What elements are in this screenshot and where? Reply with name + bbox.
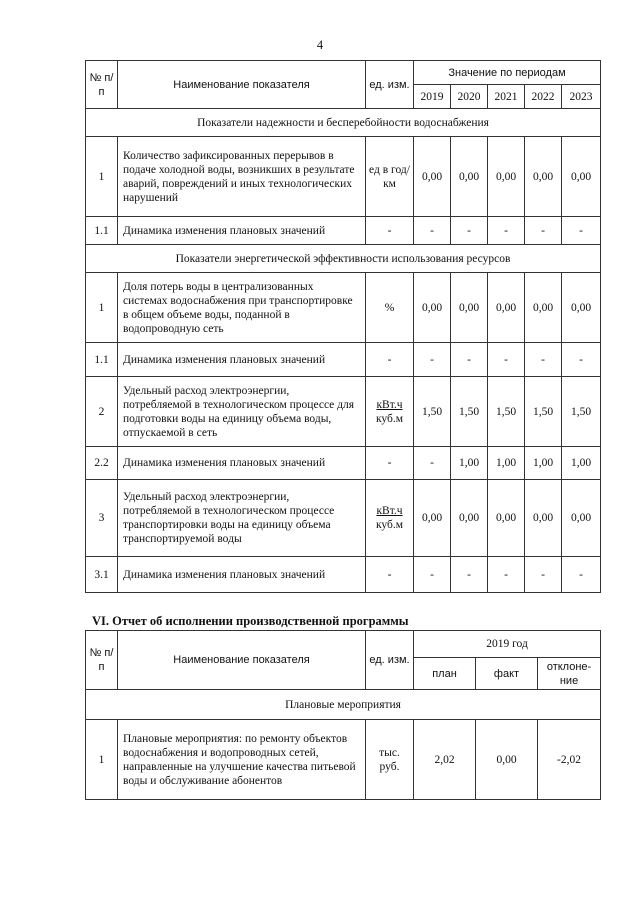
row-num: 2	[86, 377, 118, 447]
unit-denominator: куб.м	[375, 519, 404, 531]
section-title: Плановые мероприятия	[86, 690, 601, 720]
row-value: 1,00	[488, 447, 525, 480]
unit-numerator: кВт.ч	[376, 505, 403, 517]
row-value: -	[451, 557, 488, 593]
header-periods: Значение по периодам	[414, 61, 601, 85]
header-fact: факт	[476, 658, 538, 690]
row-value: -	[488, 557, 525, 593]
row-value: 0,00	[451, 480, 488, 557]
row-plan: 2,02	[414, 720, 476, 800]
row-value: -	[414, 447, 451, 480]
row-value: 0,00	[451, 273, 488, 343]
header-deviation: отклоне- ние	[538, 658, 601, 690]
header-year: 2019 год	[414, 631, 601, 658]
header-name: Наименование показателя	[118, 631, 366, 690]
row-name: Удельный расход электроэнергии, потребляемой в технологическом процессе транспортировки воды на единицу объема транспортируемой воды	[118, 480, 366, 557]
row-value: 0,00	[525, 137, 562, 217]
row-name: Плановые мероприятия: по ремонту объектов водоснабжения и водопроводных сетей, направленные на улучшение качества питьевой воды и обслуживание абонентов	[118, 720, 366, 800]
row-value: 1,50	[525, 377, 562, 447]
row-value: 0,00	[562, 137, 601, 217]
row-num: 3.1	[86, 557, 118, 593]
header-year: 2020	[451, 85, 488, 109]
row-deviation: -2,02	[538, 720, 601, 800]
row-value: -	[525, 557, 562, 593]
row-value: 0,00	[562, 273, 601, 343]
row-value: -	[488, 343, 525, 377]
row-value: 0,00	[451, 137, 488, 217]
row-value: 0,00	[414, 273, 451, 343]
row-num: 2.2	[86, 447, 118, 480]
row-value: 0,00	[525, 480, 562, 557]
header-unit: ед. изм.	[366, 631, 414, 690]
header-num: № п/п	[86, 61, 118, 109]
header-year: 2019	[414, 85, 451, 109]
program-report-table	[85, 630, 601, 800]
page-number: 4	[316, 38, 324, 52]
row-value: -	[414, 557, 451, 593]
header-year: 2022	[525, 85, 562, 109]
row-value: 1,50	[488, 377, 525, 447]
row-name: Доля потерь воды в централизованных системах водоснабжения при транспортировке в общем объеме воды, поданной в водопроводную сеть	[118, 273, 366, 343]
row-value: 0,00	[414, 480, 451, 557]
row-unit: ед в год/ км	[366, 137, 414, 217]
row-value: 1,50	[562, 377, 601, 447]
row-value: 1,50	[451, 377, 488, 447]
row-value: -	[525, 343, 562, 377]
unit-denominator: куб.м	[375, 412, 404, 425]
row-num: 3	[86, 480, 118, 557]
row-value: 1,00	[562, 447, 601, 480]
row-value: -	[451, 343, 488, 377]
row-unit: -	[366, 343, 414, 377]
row-unit: -	[366, 217, 414, 245]
row-name: Динамика изменения плановых значений	[118, 217, 366, 245]
row-value: -	[414, 217, 451, 245]
unit-numerator: кВт.ч	[376, 398, 403, 411]
row-name: Количество зафиксированных перерывов в подаче холодной воды, возникших в результате аварий, повреждений и иных технологических нарушений	[118, 137, 366, 217]
header-unit: ед. изм.	[366, 61, 414, 109]
row-value: -	[488, 217, 525, 245]
row-value: -	[525, 217, 562, 245]
section-title: Показатели надежности и бесперебойности водоснабжения	[86, 109, 601, 137]
row-num: 1	[86, 137, 118, 217]
row-name: Динамика изменения плановых значений	[118, 557, 366, 593]
section-vi-heading: VI. Отчет об исполнении производственной программы	[92, 614, 409, 628]
section-title: Показатели энергетической эффективности использования ресурсов	[86, 245, 601, 273]
row-value: -	[414, 343, 451, 377]
row-num: 1	[86, 720, 118, 800]
row-value: 1,00	[451, 447, 488, 480]
row-value: 0,00	[488, 480, 525, 557]
row-name: Удельный расход электроэнергии, потребляемой в технологическом процессе для подготовки воды на единицу объема воды, отпускаемой в сеть	[118, 377, 366, 447]
row-unit: тыс. руб.	[366, 720, 414, 800]
header-plan: план	[414, 658, 476, 690]
row-num: 1	[86, 273, 118, 343]
row-unit	[366, 480, 414, 557]
row-value: 0,00	[562, 480, 601, 557]
row-value: 0,00	[525, 273, 562, 343]
row-value: 1,50	[414, 377, 451, 447]
row-unit	[366, 377, 414, 447]
row-value: 0,00	[414, 137, 451, 217]
indicators-table	[85, 60, 601, 593]
header-year: 2023	[562, 85, 601, 109]
header-num: № п/п	[86, 631, 118, 690]
row-value: 0,00	[488, 273, 525, 343]
row-num: 1.1	[86, 343, 118, 377]
row-value: -	[562, 557, 601, 593]
row-num: 1.1	[86, 217, 118, 245]
row-name: Динамика изменения плановых значений	[118, 343, 366, 377]
row-unit: -	[366, 557, 414, 593]
header-year: 2021	[488, 85, 525, 109]
row-value: -	[562, 217, 601, 245]
row-value: -	[562, 343, 601, 377]
row-unit: -	[366, 447, 414, 480]
header-name: Наименование показателя	[118, 61, 366, 109]
row-name: Динамика изменения плановых значений	[118, 447, 366, 480]
row-value: 1,00	[525, 447, 562, 480]
row-value: 0,00	[488, 137, 525, 217]
row-unit: %	[366, 273, 414, 343]
row-value: -	[451, 217, 488, 245]
row-fact: 0,00	[476, 720, 538, 800]
